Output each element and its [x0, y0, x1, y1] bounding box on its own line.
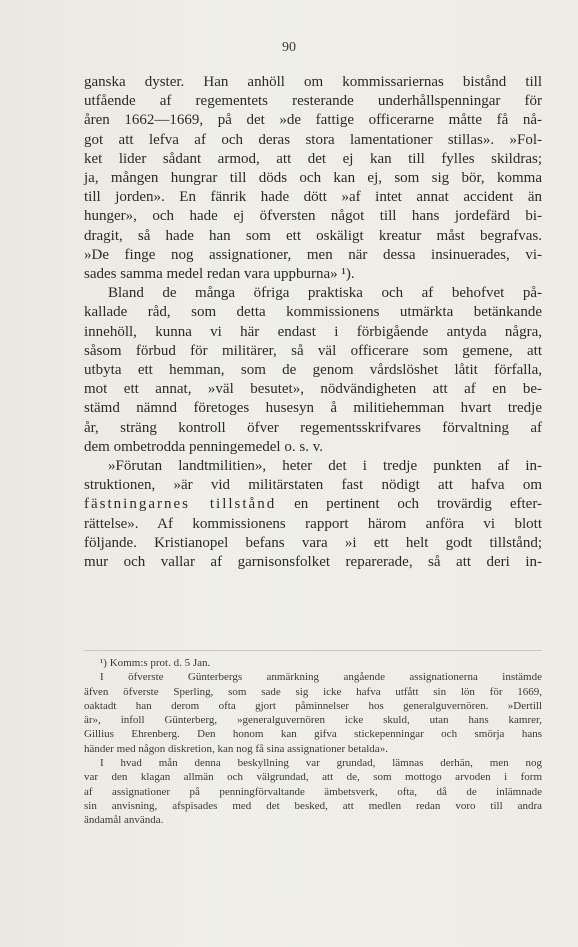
footnote-line: af assignationer på penningförvaltande ämbetsverk, ofta, då de inlämnade — [84, 785, 542, 798]
body-line: utbyta ett hemman, som de genom vårdslöshet låtit förfalla, — [84, 362, 542, 379]
body-text — [84, 73, 542, 572]
body-line: sades samma medel redan vara uppburna» ¹). — [84, 266, 355, 283]
body-line: till jorden». En fänrik hade dött »af intet annat accident än — [84, 189, 542, 206]
body-line: hunger», och hade ej öfversten något till hans jordefärd bi- — [84, 208, 542, 225]
footnote-line: sin anvisning, afspisades med det besked, att medlen redan voro till andra — [84, 799, 542, 812]
body-line: mot ett annat, »väl besutet», nödvändigheten att af en be- — [84, 381, 542, 398]
body-line: ket lider sådant armod, att det ej kan till fylles skildras; — [84, 150, 542, 167]
body-line: ja, mången hungrar till döds och kan ej, som sig bör, komma — [84, 170, 542, 187]
page-number: 90 — [282, 40, 296, 55]
footnote-line: händer med någon diskretion, kan nog få sina assignationer betalda». — [84, 742, 388, 755]
body-line: got att lefva af och deras stora lamentationer stillas». »Fol- — [84, 131, 542, 148]
body-line: »De finge nog assignationer, men när dessa insinuerades, vi- — [84, 246, 542, 263]
footnote-line: var den klagan allmän och välgrundad, att de, som mottogo arvoden i form — [84, 771, 542, 784]
footnote-line: ändamål använda. — [84, 814, 164, 827]
emphasized-text: fästningarnes tillstånd — [84, 496, 277, 513]
footnote-line: I öfverste Günterbergs anmärkning angående assignationerna instämde — [100, 671, 542, 684]
footnote-line: I hvad mån denna beskyllning var grundad, lämnas derhän, men nog — [100, 757, 542, 770]
footnote-line: oaktadt han derom ofta gjort påminnelser hos generalguvernören. »Dertill — [84, 699, 542, 712]
body-line: kallade råd, som detta kommissionens utmärkta betänkande — [84, 304, 542, 321]
body-line: utfående af regementets resterande underhållspenningar för — [84, 93, 542, 110]
body-line spaced-line: fästningarnes tillstånd en pertinent och trovärdig efter- — [84, 496, 543, 513]
body-line: ganska dyster. Han anhöll om kommissariernas bistånd till — [84, 74, 542, 90]
body-line: dem ombetrodda penningemedel o. s. v. — [84, 438, 323, 455]
footnote-line: är», infoll Günterberg, »generalguvernören icke skuld, utan hans kamrer, — [84, 714, 542, 727]
body-line: följande. Kristianopel befans vara »i ett helt godt tillstånd; — [84, 534, 542, 551]
body-line: rättelse». Af kommissionens rapport härom anföra vi blott — [84, 515, 542, 532]
body-line: struktionen, »är vid militärstaten fast nödigt att hafva om — [84, 477, 542, 494]
body-line: Bland de många öfriga praktiska och af behofvet på- — [108, 285, 542, 302]
footnote-line: äfven öfverste Sperling, som sade sig icke hafva utfått sin lön för 1669, — [84, 685, 542, 698]
body-line: mur och vallar af garnisonsfolket reparerade, så att deri in- — [84, 554, 542, 571]
body-line: innehöll, kunna vi här endast i förbigående antyda några, — [84, 323, 542, 340]
footnote-line: Gillius Ehrenberg. Den honom kan gifva stickepenningar och smörja hans — [84, 728, 542, 741]
footnotes — [84, 656, 542, 828]
footnote-divider — [84, 650, 542, 651]
body-line: »Förutan landtmilitien», heter det i tredje punkten af in- — [108, 458, 542, 475]
footnote-line: ¹) Komm:s prot. d. 5 Jan. — [100, 657, 211, 669]
body-line: år, sträng kontroll öfver regementsskrifvares förvaltning af — [84, 419, 542, 436]
body-line: såsom förbud för militärer, så väl officerare som gemene, att — [84, 342, 542, 359]
body-line: åren 1662—1669, på det »de fattige officerarne måtte få nå- — [84, 112, 542, 129]
body-line: stämd nämnd företoges husesyn å militiehemman hvart tredje — [84, 400, 542, 417]
body-line: dragit, så hade han som ett oskäligt kreatur måst begrafvas. — [84, 227, 542, 244]
